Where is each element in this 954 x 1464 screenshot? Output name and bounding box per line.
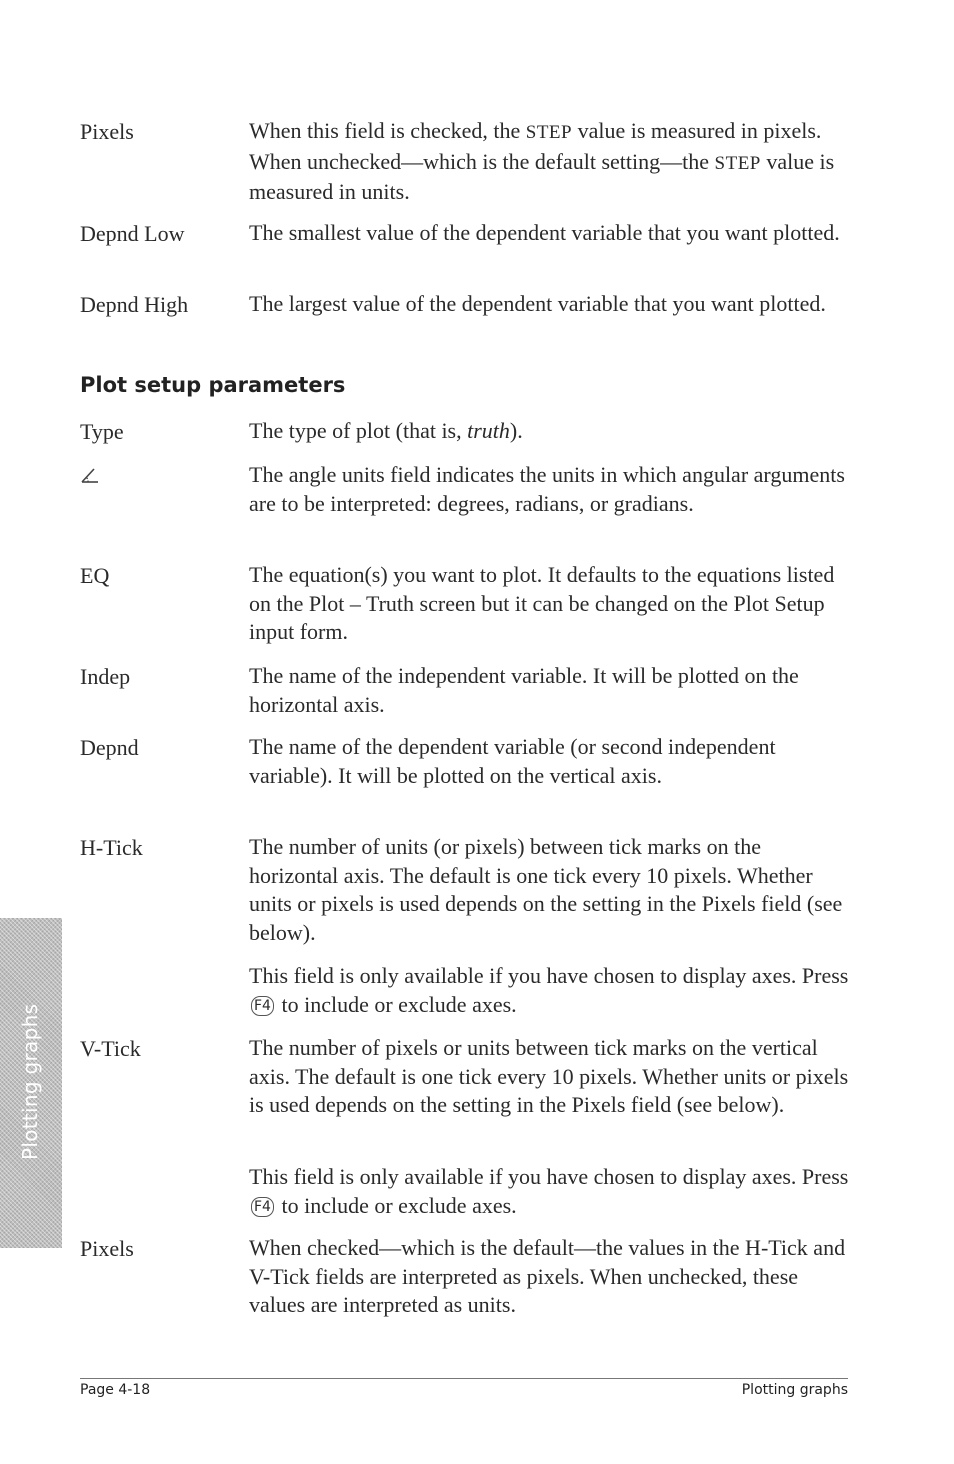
- desc-text: ).: [509, 418, 523, 443]
- section-heading: Plot setup parameters: [80, 373, 346, 397]
- term-depnd: Depnd: [80, 735, 139, 760]
- term-pixels-step: Pixels: [80, 119, 134, 144]
- f4-key: F4: [251, 996, 274, 1016]
- note-text: to include or exclude axes.: [275, 1192, 517, 1218]
- term-eq: EQ: [80, 563, 110, 588]
- desc-type: [249, 417, 849, 446]
- desc-h-tick: The number of units (or pixels) between tick marks on the horizontal axis. The default is one tick every 10 pixels. Whether units or pixels is used depends on the setting in the Pixels field (see below).: [249, 834, 843, 945]
- desc-text: value is measured in units.: [249, 148, 835, 205]
- desc-pixels-tick: When checked—which is the default—the values in the H-Tick and V-Tick fields are interpreted as pixels. When unchecked, these values are interpreted as units.: [249, 1235, 846, 1318]
- term-depnd-high: Depnd High: [80, 292, 189, 317]
- desc-angle: The angle units field indicates the units in which angular arguments are to be interpreted: degrees, radians, or gradians.: [249, 462, 845, 516]
- f4-key: F4: [251, 1197, 274, 1217]
- note-v-tick: [249, 1163, 849, 1220]
- page-number: Page 4-18: [80, 1382, 151, 1398]
- desc-depnd-low: The smallest value of the dependent variable that you want plotted.: [249, 220, 840, 245]
- term-type: Type: [80, 419, 124, 444]
- note-text: to include or exclude axes.: [275, 991, 517, 1017]
- desc-text: When this field is checked, the: [249, 118, 526, 143]
- angle-icon: [80, 465, 100, 485]
- chapter-name: Plotting graphs: [741, 1382, 848, 1398]
- desc-indep: The name of the independent variable. It will be plotted on the horizontal axis.: [249, 663, 799, 717]
- note-h-tick: [249, 962, 849, 1019]
- desc-em: truth: [467, 418, 510, 443]
- term-v-tick: V-Tick: [80, 1036, 141, 1061]
- desc-pixels-step: [249, 117, 849, 207]
- note-text: This field is only available if you have chosen to display axes. Press: [249, 963, 849, 988]
- term-depnd-low: Depnd Low: [80, 221, 185, 246]
- step-label: STEP: [525, 122, 573, 143]
- term-h-tick: H-Tick: [80, 835, 143, 860]
- desc-v-tick: The number of pixels or units between tick marks on the vertical axis. The default is one tick every 10 pixels. Whether units or pixels is used depends on the setting in the Pixels field (see below).: [249, 1035, 849, 1118]
- note-text: This field is only available if you have chosen to display axes. Press: [249, 1164, 849, 1189]
- step-label: STEP: [714, 152, 761, 174]
- footer-rule: [80, 1378, 848, 1379]
- desc-text: value is measured in pixels. When unchecked—which is the default setting—the: [249, 118, 822, 174]
- desc-eq: The equation(s) you want to plot. It defaults to the equations listed on the Plot – Truth screen but it can be changed on the Plot Setup input form.: [249, 562, 835, 645]
- desc-depnd: The name of the dependent variable (or second independent variable). It will be plotted on the vertical axis.: [249, 734, 776, 788]
- term-indep: Indep: [80, 664, 131, 689]
- term-pixels-tick: Pixels: [80, 1236, 134, 1261]
- desc-depnd-high: The largest value of the dependent variable that you want plotted.: [249, 291, 826, 316]
- desc-text: The type of plot (that is,: [249, 418, 468, 443]
- chapter-tab-label: Plotting graphs: [18, 1003, 42, 1160]
